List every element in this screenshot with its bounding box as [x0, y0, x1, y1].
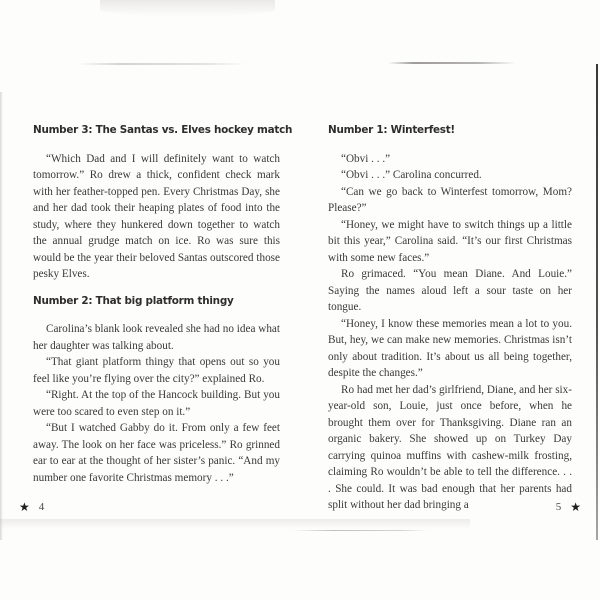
left-page-top-edge — [78, 63, 246, 65]
paragraph: “Obvi . . .” Carolina concurred. — [341, 169, 482, 181]
paragraph: “Obvi . . .” — [341, 152, 391, 165]
section-heading-number-3: Number 3: The Santas vs. Elves hockey match — [33, 124, 293, 136]
paragraph: “But I watched Gabby do it. From only a few feet away. The look on her face was priceless.” Ro grinned ear to ear at the thought of her sister’s panic. “And my number one favorite Christmas memory . . .” — [33, 422, 280, 484]
star-icon: ★ — [19, 500, 30, 514]
right-page-side-edge — [596, 64, 598, 540]
paragraph: Ro grimaced. “You mean Diane. And Louie.” Saying the names aloud left a sour taste on her tongue. — [328, 268, 572, 313]
page-number-right: 5 — [555, 501, 562, 513]
paragraph: “Right. At the top of the Hancock building. But you were too scared to even step on it.” — [33, 389, 280, 418]
paragraph: “Honey, I know these memories mean a lot to you. But, hey, we can make new memories. Christmas isn’t only about tradition. It’s about us all being together, despite the changes.” — [328, 317, 572, 379]
right-page-footer — [556, 501, 581, 513]
page-number-left: 4 — [38, 501, 45, 513]
page-top-smudge — [100, 0, 275, 16]
paragraph: “Which Dad and I will definitely want to watch tomorrow.” Ro drew a thick, confident check mark with her feather-topped pen. Every Christmas Day, she and her dad took their heaping plates of food into the study, where they hunkered down together to watch the annual grudge match on ice. Ro was sure this would be the year their beloved Santas outscored those pesky Elves. — [33, 152, 280, 280]
section-heading-number-1: Number 1: Winterfest! — [328, 124, 455, 136]
paragraph: Ro had met her dad’s girlfriend, Diane, and her six-year-old son, Louie, just once before, when he brought them over for Thanksgiving. Diane ran an organic bakery. She showed up on Turkey Day carrying quinoa muffins with cashew-milk frosting, claiming Ro wouldn’t be able to tell the difference. . . . She could. It was bad enough that her parents had split without her dad bringing a — [328, 383, 572, 511]
star-icon: ★ — [570, 500, 581, 514]
left-page — [33, 122, 293, 486]
left-page-footer — [19, 501, 44, 513]
left-page-side-edge — [0, 92, 3, 540]
right-page — [328, 122, 572, 514]
paragraph: “Honey, we might have to switch things up a little bit this year,” Carolina said. “It’s our first Christmas with some new faces.” — [328, 218, 572, 264]
paragraph: “Can we go back to Winterfest tomorrow, Mom? Please?” — [328, 185, 572, 214]
bottom-page-edge-line — [293, 530, 428, 531]
paragraph: “That giant platform thingy that opens out so you feel like you’re flying over the city?” explained Ro. — [33, 356, 280, 385]
right-page-top-edge — [388, 62, 516, 64]
paragraph: Carolina’s blank look revealed she had no idea what her daughter was talking about. — [33, 323, 280, 352]
section-heading-number-2: Number 2: That big platform thingy — [33, 294, 234, 307]
bottom-page-shadow — [0, 519, 470, 529]
